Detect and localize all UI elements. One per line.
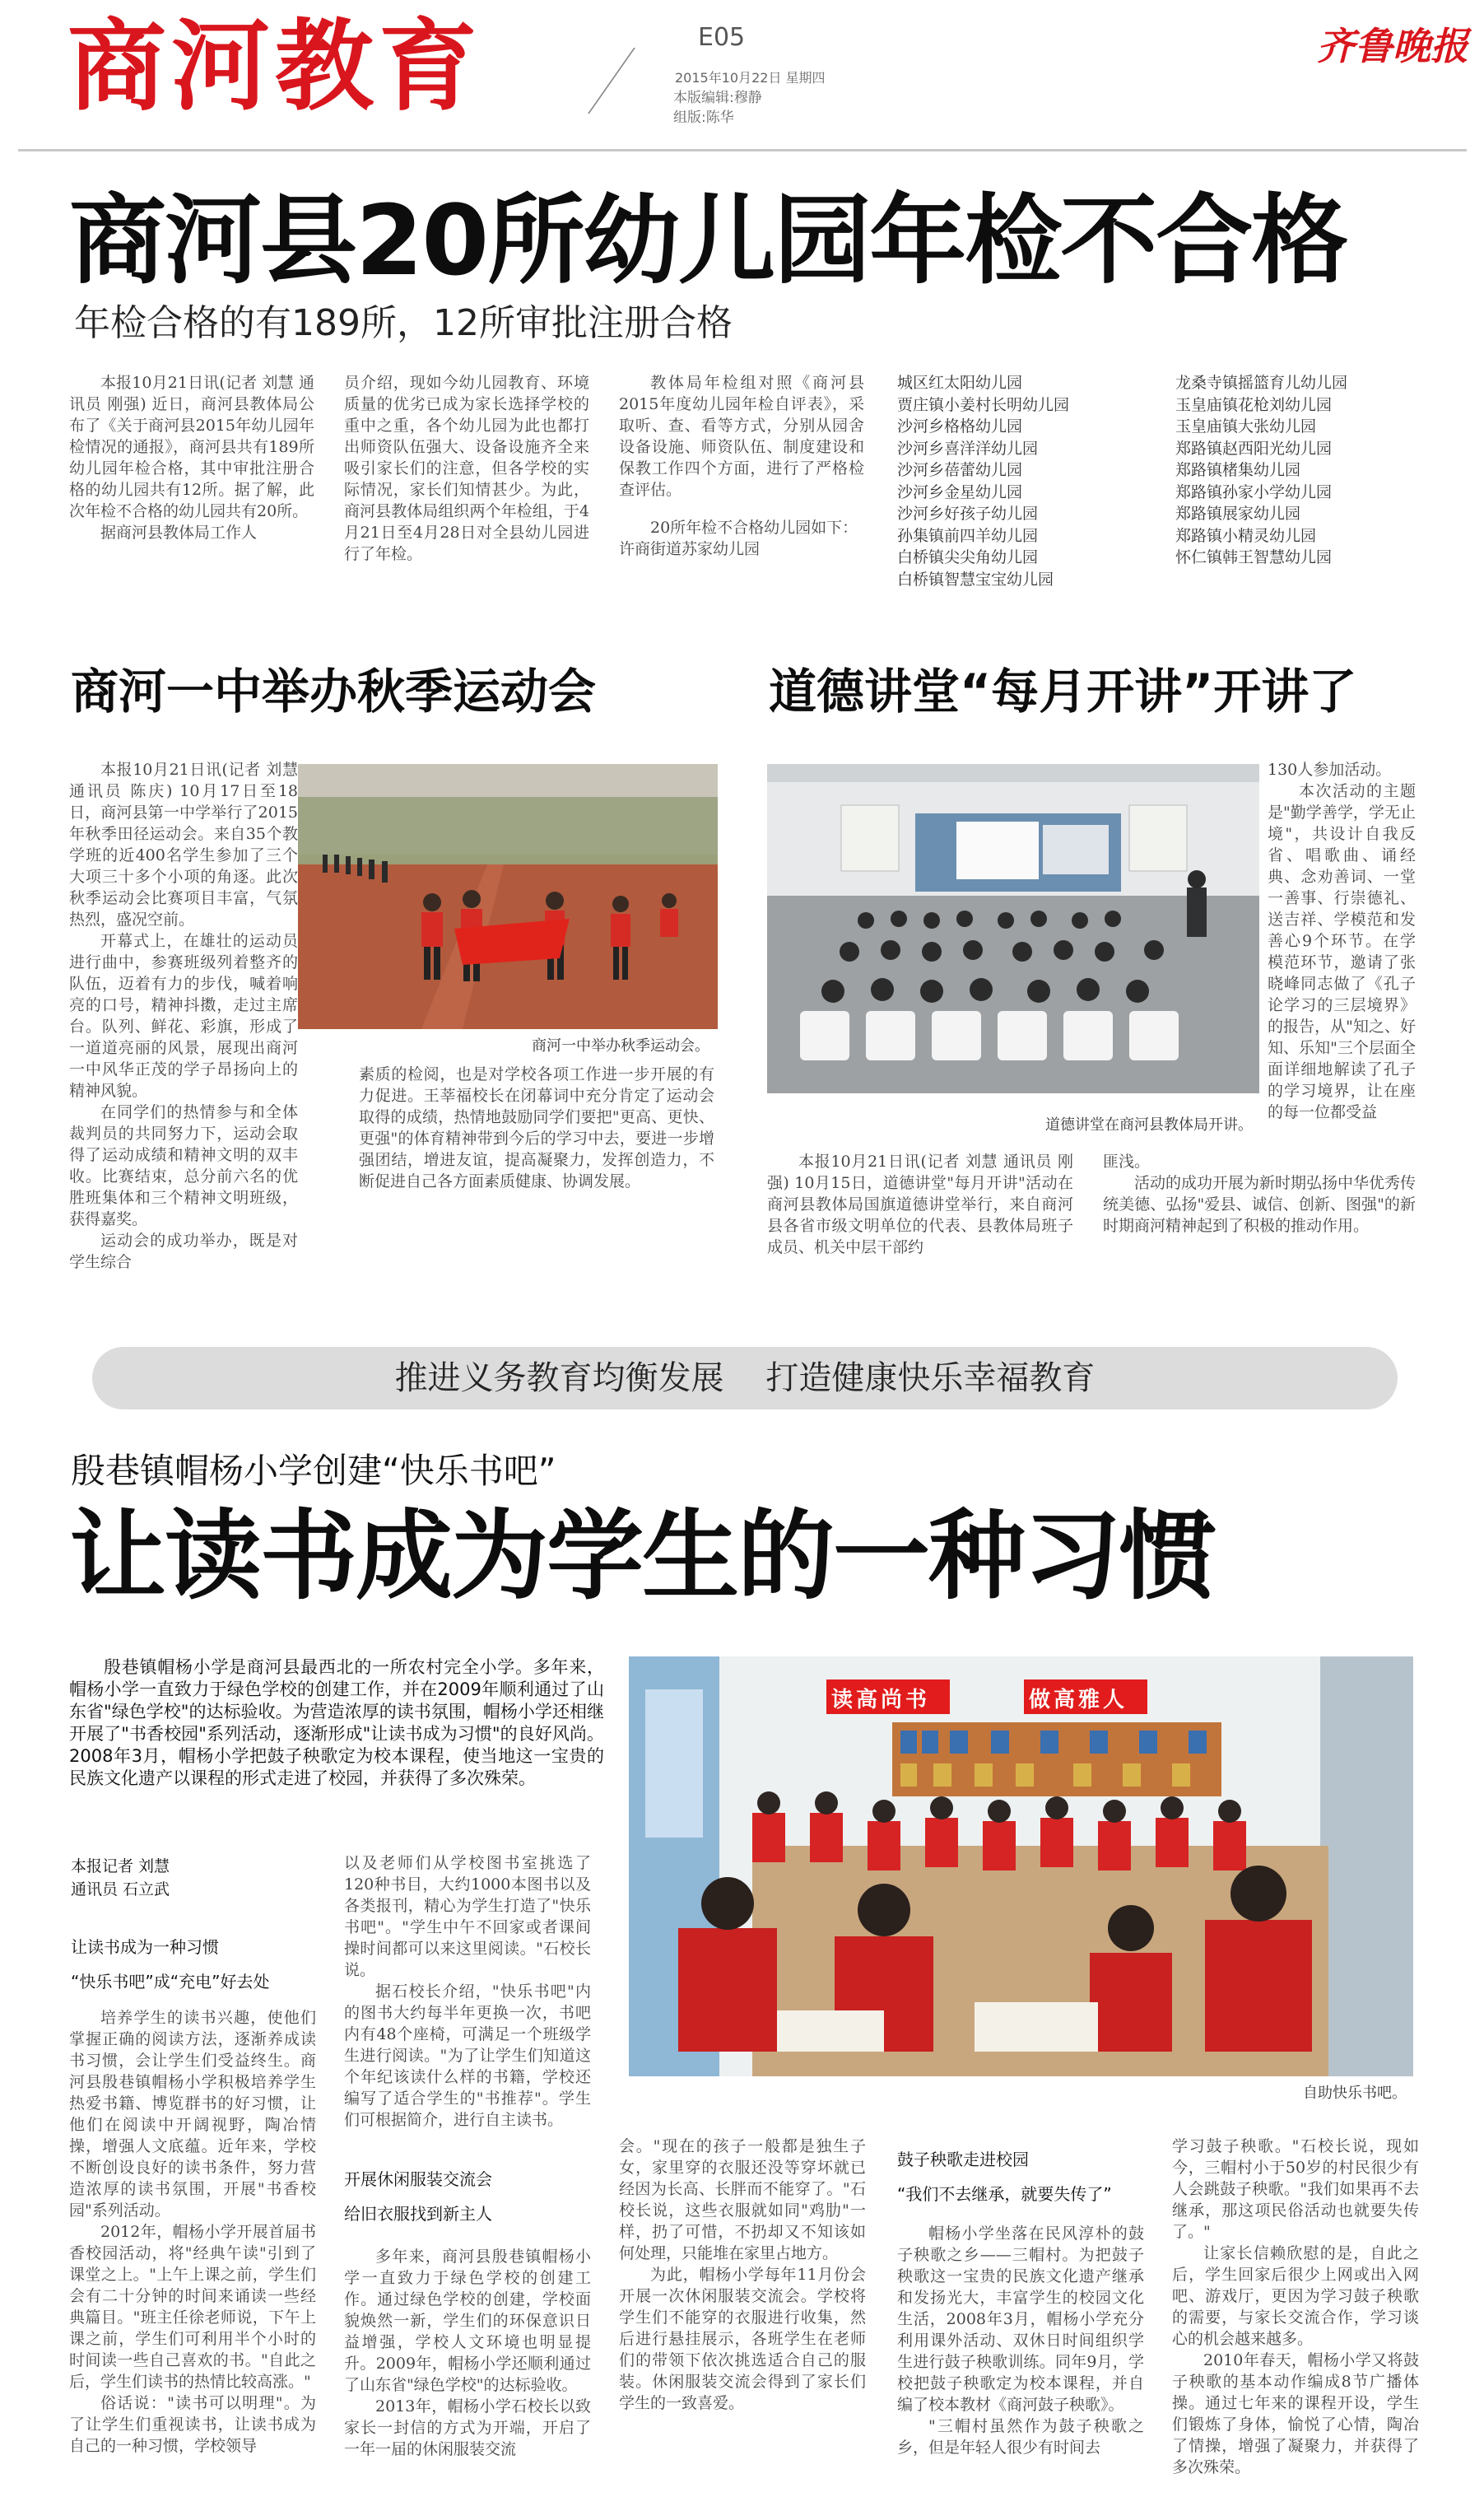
photo-banner-left: 读高尚书 (831, 1688, 931, 1712)
reading-bar-caption: 自助快乐书吧。 (1303, 2085, 1407, 2102)
paragraph: 帽杨小学坐落在民风淳朴的鼓子秧歌之乡——三帽村。为把鼓子秧歌这一宝贵的民族文化遗产继承和发扬光大，丰富学生的校园文化生活，2008年3月，帽杨小学充分利用课外活动、双休日时间组织学生进行鼓子秧歌训练。同年9月，学校把鼓子秧歌定为校本课程，并自编了校本教材《商河鼓子秧歌》。 (897, 2224, 1144, 2414)
list-item: 郑路镇楮集幼儿园 (1175, 461, 1301, 479)
page-designer: 组版:陈华 (673, 109, 734, 126)
reading-bar-illustration (629, 1656, 1413, 2076)
paragraph: 俗话说："读书可以明理"。为了让学生们重视读书，让读书成为自己的一种习惯，学校领导 (69, 2394, 316, 2455)
article3-col1 (767, 1151, 1073, 1266)
paragraph: 运动会的成功举办，既是对学生综合 (69, 1232, 298, 1271)
article1-col2 (344, 372, 589, 576)
article4-col3 (619, 2136, 866, 2498)
paragraph: 以及老师们从学校图书室挑选了120种书目，大约1000本图书以及各类报刊，精心为学生打造了"快乐书吧"。"学生中午不回家或者课间操时间都可以来这里阅读。"石校长说。 (344, 1854, 591, 1979)
paragraph: 培养学生的读书兴趣，使他们掌握正确的阅读方法，逐渐养成读书习惯，会让学生们受益终生。商河县殷巷镇帽杨小学积极培养学生热爱书籍、博览群书的好习惯，让他们在阅读中开阔视野，陶冶情操，增强人文底蕴。近年来，学校不断创设良好的读书条件，努力营造浓厚的读书氛围，开展"书香校园"系列活动。 (69, 2009, 316, 2220)
sports-meet-illustration (298, 764, 718, 1029)
list-item: 郑路镇小精灵幼儿园 (1175, 526, 1317, 545)
article4-byline-correspondent: 通讯员 石立武 (71, 1880, 170, 1898)
reading-bar-photo (629, 1656, 1413, 2076)
paragraph: 教体局年检组对照《商河县2015年度幼儿园年检自评表》，采取听、查、看等方式，分别从园舍设备设施、师资队伍、制度建设和保教工作四个方面，进行了严格检查评估。 (619, 374, 864, 499)
paragraph: 130人参加活动。 (1268, 761, 1392, 779)
article1-subhead: 年检合格的有189所，12所审批注册合格 (74, 302, 733, 344)
paragraph: 本报10月21日讯(记者 刘慧 通讯员 刚强) 近日，商河县教体局公布了《关于商河县2015年幼儿园年检情况的通报》，商河县共有189所幼儿园年检合格，其中审批注册合格的幼儿园共有12所。据了解，此次年检不合格的幼儿园共有20所。 (69, 374, 314, 520)
issue-date: 2015年10月22日 星期四 (675, 70, 826, 86)
paragraph: 2013年，帽杨小学石校长以致家长一封信的方式为开端，开启了一年一届的休闲服装交流 (344, 2397, 591, 2458)
slogan-text: 推进义务教育均衡发展 打造健康快乐幸福教育 (394, 1359, 1096, 1397)
paragraph: 许商街道苏家幼儿园 (619, 540, 761, 558)
paragraph: 殷巷镇帽杨小学是商河县最西北的一所农村完全小学。多年来，帽杨小学一直致力于绿色学校的创建工作，并在2009年顺利通过了山东省"绿色学校"的达标验收。为营造浓厚的读书氛围，帽杨小学还相继开展了"书香校园"系列活动，逐渐形成"让读书成为习惯"的良好风尚。2008年3月，帽杨小学把鼓子秧歌定为校本课程，使当地这一宝贵的民族文化遗产以课程的形式走进了校园，并获得了多次殊荣。 (69, 1657, 604, 1788)
paragraph: 20所年检不合格幼儿园如下： (650, 519, 858, 537)
paper-logo: 齐鲁晚报 (1317, 24, 1468, 68)
article4-col5 (1172, 2136, 1419, 2498)
kindergarten-list-2 (1175, 372, 1347, 569)
paragraph: 2012年，帽杨小学开展首届书香校园活动，将"经典午读"引到了课堂之上。"上午上课之前，学生们会有二十分钟的时间来诵读一些经典篇目。"班主任徐老师说，下午上课之前，学生们可利用半个小时的时间读一些自己喜欢的书。"自此之后，学生们读书的热情比较高涨。" (69, 2223, 316, 2391)
paragraph: 让家长信赖欣慰的是，自此之后，学生回家后很少上网或出入网吧、游戏厅，更因为学习鼓子秧歌的需要，与家长交流合作，学习谈心的机会越来越多。 (1172, 2244, 1419, 2348)
article4-col2a (344, 1852, 591, 2157)
moral-lecture-caption: 道德讲堂在商河县教体局开讲。 (1045, 1116, 1253, 1134)
list-item: 贾庄镇小姜村长明幼儿园 (897, 395, 1070, 414)
list-item: 郑路镇赵西阳光幼儿园 (1175, 439, 1333, 458)
list-item: 城区红太阳幼儿园 (897, 374, 1023, 392)
list-item: 沙河乡格格幼儿园 (897, 417, 1023, 436)
paragraph: 为此，帽杨小学每年11月份会开展一次休闲服装交流会。学校将学生们不能穿的衣服进行收集，然后进行悬挂展示，各班学生在老师们的带领下依次挑选适合自己的服装。休闲服装交流会得到了家长们学生的一致喜爱。 (619, 2266, 866, 2412)
list-item: 玉皇庙镇花枪刘幼儿园 (1175, 395, 1333, 414)
list-item: 龙桑寺镇摇篮育儿幼儿园 (1175, 374, 1348, 392)
sports-meet-photo (298, 764, 718, 1029)
article3-side-col (1268, 759, 1416, 1121)
article4-subhead-4: 给旧衣服找到新主人 (344, 2204, 492, 2224)
list-item: 白桥镇尖尖角幼儿园 (897, 548, 1039, 566)
paragraph: 开幕式上，在雄壮的运动员进行曲中，参赛班级列着整齐的队伍，迈着有力的步伐，喊着响亮的口号，精神抖擞，走过主席台。队列、鲜花、彩旗，形成了一道道亮丽的风景，展现出商河一中风华正茂的学子昂扬向上的精神风貌。 (69, 932, 298, 1100)
header-divider-vertical (588, 48, 635, 114)
article4-subhead-5: 鼓子秧歌走进校园 (897, 2150, 1029, 2169)
list-item: 沙河乡好孩子幼儿园 (897, 505, 1039, 523)
article3-headline: 道德讲堂“每月开讲”开讲了 (769, 664, 1357, 720)
page-editor: 本版编辑:穆静 (673, 90, 762, 106)
article4-byline-reporter: 本报记者 刘慧 (71, 1857, 170, 1875)
article4-lead (69, 1656, 604, 1821)
list-item: 沙河乡喜洋洋幼儿园 (897, 439, 1039, 458)
kindergarten-list-1 (897, 372, 1069, 590)
article4-subhead-3: 开展休闲服装交流会 (344, 2169, 492, 2189)
list-item: 怀仁镇韩王智慧幼儿园 (1175, 548, 1333, 566)
article4-subhead-1: 让读书成为一种习惯 (71, 1937, 219, 1957)
paragraph: 员介绍，现如今幼儿园教育、环境质量的优劣已成为家长选择学校的重中之重，各个幼儿园为此也都打出师资队伍强大、设备设施齐全来吸引家长们的注意，但各学校的实际情况，家长们知情甚少。为此，商河县教体局组织两个年检组，于4月21日至4月28日对全县幼儿园进行了年检。 (344, 374, 589, 563)
article4-subhead-2: “快乐书吧”成“充电”好去处 (71, 1972, 270, 1992)
page-code: E05 (698, 23, 746, 52)
article2-col1 (69, 759, 298, 1269)
photo-banner-right: 做高雅人 (1029, 1688, 1128, 1712)
article2-headline: 商河一中举办秋季运动会 (71, 664, 597, 720)
list-item: 郑路镇孙家小学幼儿园 (1175, 482, 1333, 501)
paragraph: 2010年春天，帽杨小学又将鼓子秧歌的基本动作编成8节广播体操。通过七年来的课程开设，学生们锻炼了身体，愉悦了心情，陶冶了情操，增强了凝聚力，并获得了多次殊荣。 (1172, 2351, 1419, 2476)
article4-subhead-6: “我们不去继承，就要失传了” (897, 2184, 1112, 2204)
paragraph: 在同学们的热情参与和全体裁判员的共同努力下，运动会取得了运动成绩和精神文明的双丰收。比赛结束，总分前六名的优胜班集体和三个精神文明班级，获得嘉奖。 (69, 1103, 298, 1228)
paragraph: 活动的成功开展为新时期弘扬中华优秀传统美德、弘扬"爱县、诚信、创新、图强"的新时期商河精神起到了积极的推动作用。 (1103, 1174, 1417, 1235)
list-item: 沙河乡金星幼儿园 (897, 482, 1023, 501)
header-rule (18, 149, 1467, 151)
sports-meet-caption: 商河一中举办秋季运动会。 (532, 1037, 709, 1055)
article1-headline: 商河县20所幼儿园年检不合格 (69, 184, 1347, 297)
article4-kicker: 殷巷镇帽杨小学创建“快乐书吧” (71, 1451, 556, 1491)
paragraph: 本报10月21日讯(记者 刘慧 通讯员 陈庆) 10月17日至18日，商河县第一中学举行了2015年秋季田径运动会。来自35个教学班的近400名学生参加了三个大项三十多个小项的角逐。此次秋季运动会比赛项目丰富，气氛热烈，盛况空前。 (69, 761, 298, 929)
list-item: 玉皇庙镇大张幼儿园 (1175, 417, 1317, 436)
paragraph: 匪浅。 (1103, 1153, 1151, 1171)
list-item: 白桥镇智慧宝宝幼儿园 (897, 570, 1054, 589)
list-item: 沙河乡蓓蕾幼儿园 (897, 461, 1023, 479)
moral-lecture-photo (767, 764, 1259, 1093)
paragraph: 本次活动的主题是"勤学善学，学无止境"，共设计自我反省、唱歌曲、诵经典、念劝善词、一堂一善事、行崇德礼、送吉祥、学模范和发善心9个环节。在学模范环节，邀请了张晓峰同志做了《孔子论学习的三层境界》的报告，从"知之、好知、乐知"三个层面全面详细地解读了孔子的学习境界，让在座的每一位都受益 (1268, 782, 1416, 1121)
paragraph: 多年来，商河县殷巷镇帽杨小学一直致力于绿色学校的创建工作。通过绿色学校的创建，学校面貌焕然一新，学生们的环保意识日益增强，学校人文环境也明显提升。2009年，帽杨小学还顺利通过了山东省"绿色学校"的达标验收。 (344, 2248, 591, 2394)
moral-lecture-illustration (767, 764, 1259, 1093)
article4-headline: 让读书成为学生的一种习惯 (69, 1499, 1216, 1613)
list-item: 孙集镇前四羊幼儿园 (897, 526, 1039, 545)
section-title: 商河教育 (67, 10, 482, 124)
article1-col3 (619, 372, 864, 576)
paragraph: "三帽村虽然作为鼓子秧歌之乡，但是年轻人很少有时间去 (897, 2417, 1144, 2457)
article4-col1 (69, 2007, 316, 2498)
article4-col2b (344, 2246, 591, 2498)
article3-col2 (1103, 1151, 1416, 1266)
paragraph: 会。"现在的孩子一般都是独生子女，家里穿的衣服还没等穿坏就已经因为长高、长胖而不能穿了。"石校长说，这些衣服就如同"鸡肋"一样，扔了可惜，不扔却又不知该如何处理，只能堆在家里占地方。 (619, 2137, 866, 2262)
article4-col4 (897, 2223, 1144, 2498)
paragraph: 本报10月21日讯(记者 刘慧 通讯员 刚强) 10月15日，道德讲堂"每月开讲"活动在商河县教体局国旗道德讲堂举行，来自商河县各省市级文明单位的代表、县教体局班子成员、机关中层干部约 (767, 1153, 1073, 1256)
paragraph: 素质的检阅，也是对学校各项工作进一步开展的有力促进。王莘福校长在闭幕词中充分肯定了运动会取得的成绩，热情地鼓励同学们要把"更高、更快、更强"的体育精神带到今后的学习中去，要进一步增强团结，增进友谊，提高凝聚力，发挥创造力，不断促进自己各方面素质健康、协调发展。 (359, 1065, 714, 1190)
paragraph: 据石校长介绍，"快乐书吧"内的图书大约每半年更换一次，书吧内有48个座椅，可满足一个班级学生进行阅读。"为了让学生们知道这个年纪该读什么样的书籍，学校还编写了适合学生的"书推荐"。学生们可根据简介，进行自主读书。 (344, 1982, 591, 2129)
paragraph: 学习鼓子秧歌。"石校长说，现如今，三帽村小于50岁的村民很少有人会跳鼓子秧歌。"我们如果再不去继承，那这项民俗活动也就要失传了。" (1172, 2137, 1419, 2241)
paragraph: 据商河县教体局工作人 (100, 524, 258, 542)
list-item: 郑路镇展家幼儿园 (1175, 505, 1301, 523)
article1-col1 (69, 372, 314, 576)
article2-col2 (359, 1064, 714, 1269)
